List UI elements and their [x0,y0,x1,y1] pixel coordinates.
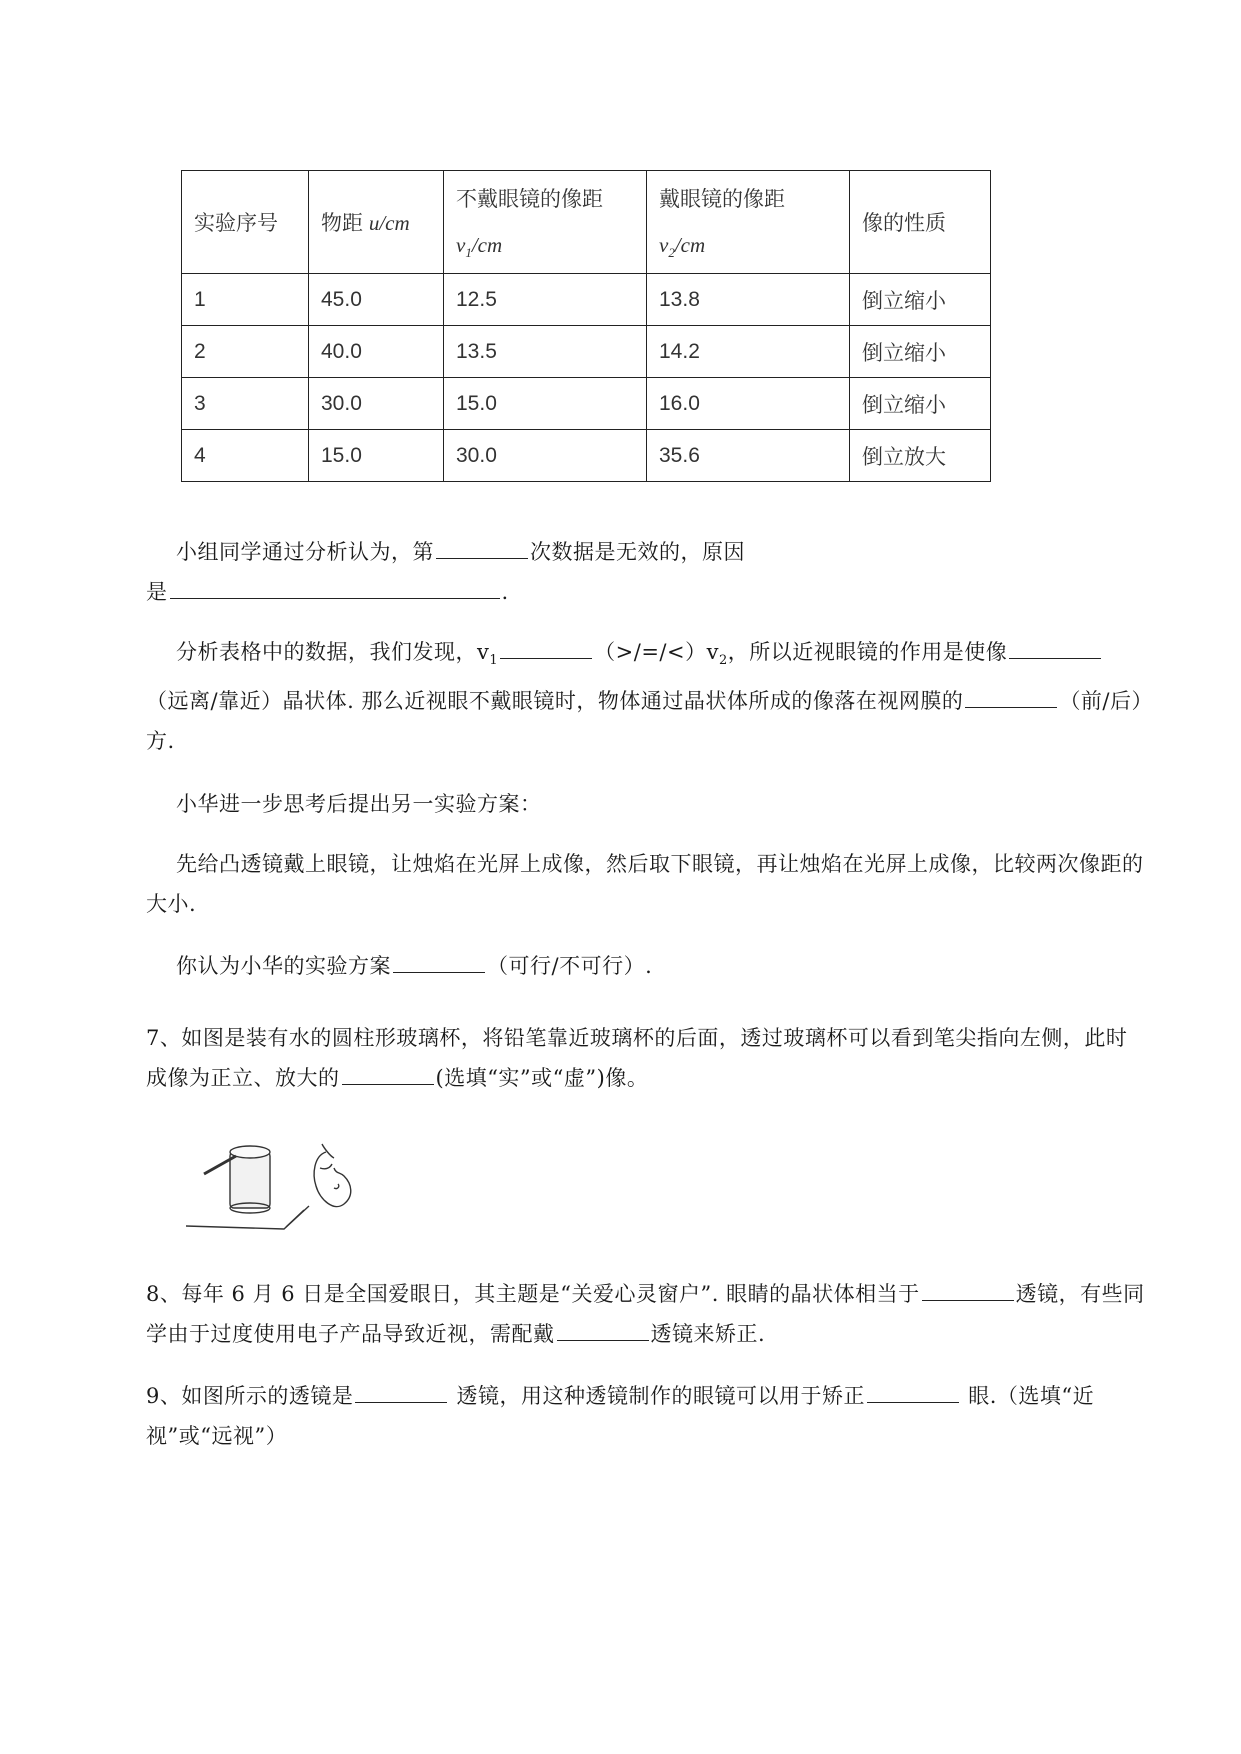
question-7: 7、如图是装有水的圆柱形玻璃杯，将铅笔靠近玻璃杯的后面，透过玻璃杯可以看到笔尖指向左侧，此时成像为正立、放大的 (选填“实”或“虚”)像。 [146,1026,1128,1090]
table-header-row [182,171,991,274]
cell-no: 1 [182,274,309,326]
cell-v2: 35.6 [647,430,850,482]
answer-blank[interactable] [500,634,592,659]
cell-no: 3 [182,378,309,430]
answer-blank[interactable] [965,683,1057,708]
question-8: 8、每年 6 月 6 日是全国爱眼日，其主题是“关爱心灵窗户”. 眼睛的晶状体相当于 透镜，有些同学由于过度使用电子产品导致近视，需配戴 透镜来矫正. [146,1274,1146,1354]
cell-nature: 倒立缩小 [850,274,991,326]
cell-v2: 13.8 [647,274,850,326]
cell-nature: 倒立缩小 [850,326,991,378]
header-image-distance-no-glasses [444,171,647,274]
answer-blank[interactable] [922,1276,1014,1301]
header-v1-label: 不戴眼镜的像距 [456,188,603,211]
cell-nature: 倒立放大 [850,430,991,482]
header-object-distance-var: u [368,211,380,235]
paragraph-invalid-data: 小组同学通过分析认为，第 次数据是无效的，原因 是 . [146,532,1106,612]
paragraph-alt-plan: 小华进一步思考后提出另一实验方案： [176,792,542,816]
answer-blank[interactable] [436,534,528,559]
answer-blank[interactable] [867,1378,959,1403]
answer-blank[interactable] [342,1060,434,1085]
table-row [182,326,991,378]
answer-blank[interactable] [170,574,500,599]
table-row [182,378,991,430]
cell-u: 45.0 [309,274,444,326]
table-row [182,430,991,482]
table-row [182,274,991,326]
cell-v2: 16.0 [647,378,850,430]
cell-v1: 13.5 [444,326,647,378]
paragraph-plan-steps: 先给凸透镜戴上眼镜，让烛焰在光屏上成像，然后取下眼镜，再让烛焰在光屏上成像，比较两次像距的大小. [146,852,1144,916]
header-object-distance [309,171,444,274]
paragraph-plan-feasible: 你认为小华的实验方案 （可行/不可行）. [176,946,652,986]
cell-v1: 12.5 [444,274,647,326]
header-v2-label: 戴眼镜的像距 [659,188,785,211]
cell-u: 15.0 [309,430,444,482]
header-image-nature: 像的性质 [850,171,991,274]
header-object-distance-label: 物距 [321,212,363,235]
answer-blank[interactable] [1009,634,1101,659]
answer-blank[interactable] [393,948,485,973]
header-v1-unit: /cm [471,232,503,257]
cell-v2: 14.2 [647,326,850,378]
cell-v1: 30.0 [444,430,647,482]
question-9: 9、如图所示的透镜是 透镜，用这种透镜制作的眼镜可以用于矫正 眼.（选填“近视”或“远视”） [146,1376,1146,1456]
header-v1-sub: 1 [465,245,472,260]
header-object-distance-unit: /cm [379,211,410,235]
experiment-table [181,170,991,482]
header-v2-var: v [659,232,669,257]
cell-u: 40.0 [309,326,444,378]
header-v2-sub: 2 [668,245,675,260]
paragraph-analysis: 分析表格中的数据，我们发现，$v_1$ $(>/=/<)v_2$，所以近视眼镜的作用是使像（远离/靠近）晶状体. 那么近视眼不戴眼镜时，物体通过晶状体所成的像落在视网膜的 （前/后）方. [146,632,1146,761]
cell-u: 30.0 [309,378,444,430]
header-v2-unit: /cm [674,232,706,257]
header-trial-no: 实验序号 [182,171,309,274]
cell-no: 2 [182,326,309,378]
header-image-distance-glasses [647,171,850,274]
glass-cup-pencil-figure [184,1134,374,1234]
cell-no: 4 [182,430,309,482]
cell-v1: 15.0 [444,378,647,430]
cell-nature: 倒立缩小 [850,378,991,430]
answer-blank[interactable] [355,1378,447,1403]
header-v1-var: v [456,232,466,257]
answer-blank[interactable] [557,1316,649,1341]
